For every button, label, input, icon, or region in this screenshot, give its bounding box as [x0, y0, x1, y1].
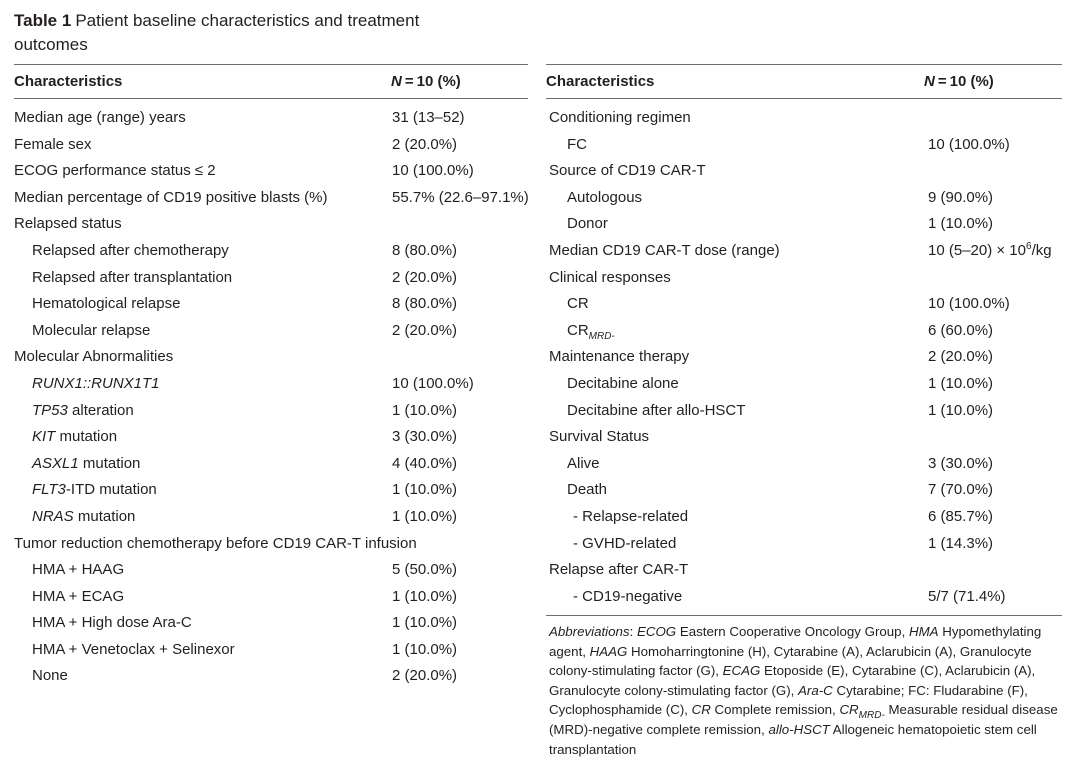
table-row [14, 291, 528, 318]
table-row [546, 531, 1062, 558]
row-value: 3 (30.0%) [928, 454, 994, 472]
table-row [546, 344, 1062, 371]
abbreviation-term: HMA [908, 624, 939, 639]
row-label: Median CD19 CAR-T dose (range) [549, 241, 780, 259]
row-label: HMA + High dose Ara-C [32, 614, 192, 632]
row-value: 10 $(5-20) \times 10^6/kg$ [928, 240, 1052, 259]
table-row [546, 105, 1062, 132]
abbreviation-term: ECOG [636, 624, 677, 639]
row-label: Hematological relapse [32, 295, 181, 313]
table-row [546, 584, 1062, 611]
row-label: Tumor reduction chemotherapy before CD19 CAR-T infusion [14, 534, 417, 552]
table-row [14, 211, 528, 238]
row-label: TP53 alteration [32, 401, 134, 419]
header-characteristics: Characteristics [546, 73, 655, 90]
row-label: None [32, 667, 68, 685]
abbreviation-term: CR [691, 702, 711, 718]
row-value: 31 (13–52) [392, 109, 465, 126]
table-row [14, 477, 528, 504]
row-value: 6 (85.7%) [928, 507, 994, 525]
row-label: $CR_{MRD-}$ [567, 321, 615, 342]
row-label: Donor [567, 215, 608, 233]
row-label: Molecular relapse [32, 321, 151, 339]
abbreviation-definition: Allogeneic hematopoietic stem cell transplantation [549, 721, 1037, 757]
abbreviation-definition: Complete remission, [710, 702, 840, 718]
table-row [14, 610, 528, 637]
row-label: Alive [567, 454, 600, 472]
table-row [546, 265, 1062, 292]
abbreviation-term: HAAG [589, 643, 628, 659]
row-value: 2 (20.0%) [392, 135, 458, 153]
row-value: 10 (100.0%) [928, 295, 1010, 313]
table-row [546, 424, 1062, 451]
table-row [546, 318, 1062, 345]
row-value: 8 (80.0%) [392, 295, 458, 313]
row-value: 10 (100.0%) [392, 374, 474, 392]
row-value: 8 (80.0%) [392, 241, 458, 259]
abbreviations-footnote: Abbreviations: ECOG Eastern Cooperative Oncology Group, HMA Hypomethylating agent, HAAG Homoharringtonine (H), Cytarabine (A), Aclarubicin (A), Granulocyte colony-stimulating factor (G), ECAG Etoposide (E), Cytarabine (C), Aclarubicin (A), Granulocyte colony-stimulating factor (G), Ara-C Cytarabine; FC: Fludarabine (F), Cyclophosphamide (C), CR Complete remission, $CR_{MRD-}$ Measurable residual disease (MRD)-negative complete remission, allo-HSCT Allogeneic hematopoietic stem cell transplantation [549, 624, 1058, 757]
table-label: Table 1 [14, 11, 72, 30]
table-row [14, 584, 528, 611]
row-value: 1 (10.0%) [392, 587, 458, 605]
row-label: Decitabine after allo-HSCT [567, 401, 746, 419]
row-label: FC [567, 135, 587, 153]
table-row [546, 371, 1062, 398]
abbreviation-definition: Homoharringtonine (H), Cytarabine (A), Aclarubicin (A), Granulocyte colony-stimulating factor (G), [549, 643, 1032, 679]
row-value: 5/7 (71.4%) [928, 587, 1006, 605]
header-n-value: N = 10 (%) [391, 73, 461, 90]
table-row [14, 424, 528, 451]
abbreviation-definition: Hypomethylating agent, [549, 624, 1042, 659]
row-value: 2 (20.0%) [392, 321, 458, 339]
footnote-divider [546, 615, 1062, 616]
row-value: 1 (10.0%) [928, 215, 994, 233]
row-value: 5 (50.0%) [392, 561, 458, 579]
table-row [14, 451, 528, 478]
table-row [14, 531, 528, 558]
table-row [546, 158, 1062, 185]
row-value: 4 (40.0%) [392, 454, 458, 472]
table-row [546, 451, 1062, 478]
row-label: Median percentage of CD19 positive blasts (%) [14, 188, 328, 206]
row-label: HMA + Venetoclax + Selinexor [32, 640, 235, 658]
row-value: 7 (70.0%) [928, 481, 994, 499]
row-label: Conditioning regimen [549, 109, 691, 126]
row-value: 1 (10.0%) [392, 401, 458, 419]
abbreviations-lead: Abbreviations [549, 624, 630, 639]
table-row [546, 477, 1062, 504]
row-label: - GVHD-related [573, 534, 677, 552]
table-row [14, 318, 528, 345]
row-label: Decitabine alone [567, 374, 679, 392]
abbreviation-term: Ara-C [798, 682, 833, 698]
row-value: 1 (14.3%) [928, 534, 994, 552]
abbreviation-definition: Cytarabine; FC: Fludarabine (F), Cyclophosphamide (C), [549, 682, 1028, 718]
row-label: CR [567, 295, 589, 313]
abbreviation-definition: Measurable residual disease (MRD)-negative complete remission, [549, 702, 1058, 737]
table-row [14, 557, 528, 584]
row-value: 2 (20.0%) [392, 268, 458, 286]
row-value: 3 (30.0%) [392, 428, 458, 446]
row-value: 1 (10.0%) [392, 507, 458, 525]
row-value: 1 (10.0%) [928, 374, 994, 392]
row-label: ECOG performance status ≤ 2 [14, 162, 216, 180]
table-row [14, 398, 528, 425]
row-value: 1 (10.0%) [392, 640, 458, 658]
row-label: Median age (range) years [14, 109, 186, 126]
row-value: 1 (10.0%) [392, 614, 458, 632]
row-label: Death [567, 481, 608, 499]
abbreviation-definition: Etoposide (E), Cytarabine (C), Aclarubicin (A), Granulocyte colony-stimulating factor (G), [549, 663, 1036, 698]
row-value: 2 (20.0%) [928, 348, 994, 366]
row-label: Autologous [567, 188, 643, 206]
row-value: 1 (10.0%) [928, 401, 994, 419]
table-row [546, 238, 1062, 265]
abbreviation-term: $CR_{MRD-}$ [839, 702, 885, 722]
table-row [14, 132, 528, 159]
row-label: - CD19-negative [573, 587, 683, 605]
row-label: ASXL1 mutation [32, 454, 141, 472]
table-row [14, 504, 528, 531]
table-row [14, 105, 528, 132]
row-label: RUNX1::RUNX1T1 [32, 374, 160, 392]
row-label: Survival Status [549, 428, 650, 446]
right-table [546, 64, 1062, 610]
row-value: 10 (100.0%) [928, 135, 1010, 153]
abbreviation-term: ECAG [722, 663, 761, 679]
row-label: KIT mutation [32, 428, 118, 446]
table-row [546, 291, 1062, 318]
table-row [14, 663, 528, 690]
row-value: 1 (10.0%) [392, 481, 458, 499]
row-label: Molecular Abnormalities [14, 348, 174, 366]
left-header-row [14, 65, 528, 98]
row-label: Maintenance therapy [549, 348, 690, 366]
row-label: FLT3-ITD mutation [32, 481, 157, 499]
row-value: 10 (100.0%) [392, 162, 474, 180]
table-row [14, 158, 528, 185]
header-characteristics: Characteristics [14, 73, 123, 90]
table-row [14, 265, 528, 292]
row-label: Clinical responses [549, 268, 671, 286]
table-row [14, 344, 528, 371]
header-n-value: N = 10 (%) [924, 73, 994, 90]
table-row [546, 132, 1062, 159]
row-label: NRAS mutation [32, 507, 136, 525]
row-value: 55.7% (22.6–97.1%) [392, 188, 529, 206]
table-row [546, 504, 1062, 531]
row-label: Relapse after CAR-T [549, 561, 689, 579]
table-caption [14, 9, 484, 57]
right-header-row [546, 65, 1062, 98]
row-value: 2 (20.0%) [392, 667, 458, 685]
table-row [546, 185, 1062, 212]
table-row [546, 398, 1062, 425]
table-caption-text: Patient baseline characteristics and treatment outcomes [14, 11, 420, 54]
left-table [14, 64, 528, 690]
abbreviation-term: allo-HSCT [768, 721, 830, 737]
row-label: Relapsed after chemotherapy [32, 241, 229, 259]
row-label: Female sex [14, 135, 92, 153]
row-label: Relapsed status [14, 215, 122, 233]
table-row [546, 211, 1062, 238]
row-value: 9 (90.0%) [928, 188, 994, 206]
table-row [14, 371, 528, 398]
row-label: HMA + HAAG [32, 561, 125, 579]
table-row [14, 185, 528, 212]
row-label: - Relapse-related [573, 507, 689, 525]
table-row [546, 557, 1062, 584]
table-row [14, 637, 528, 664]
row-value: 6 (60.0%) [928, 321, 994, 339]
table-row [14, 238, 528, 265]
row-label: HMA + ECAG [32, 587, 125, 605]
row-label: Source of CD19 CAR-T [549, 162, 706, 180]
row-label: Relapsed after transplantation [32, 268, 233, 286]
abbreviation-definition: Eastern Cooperative Oncology Group, [676, 624, 909, 639]
